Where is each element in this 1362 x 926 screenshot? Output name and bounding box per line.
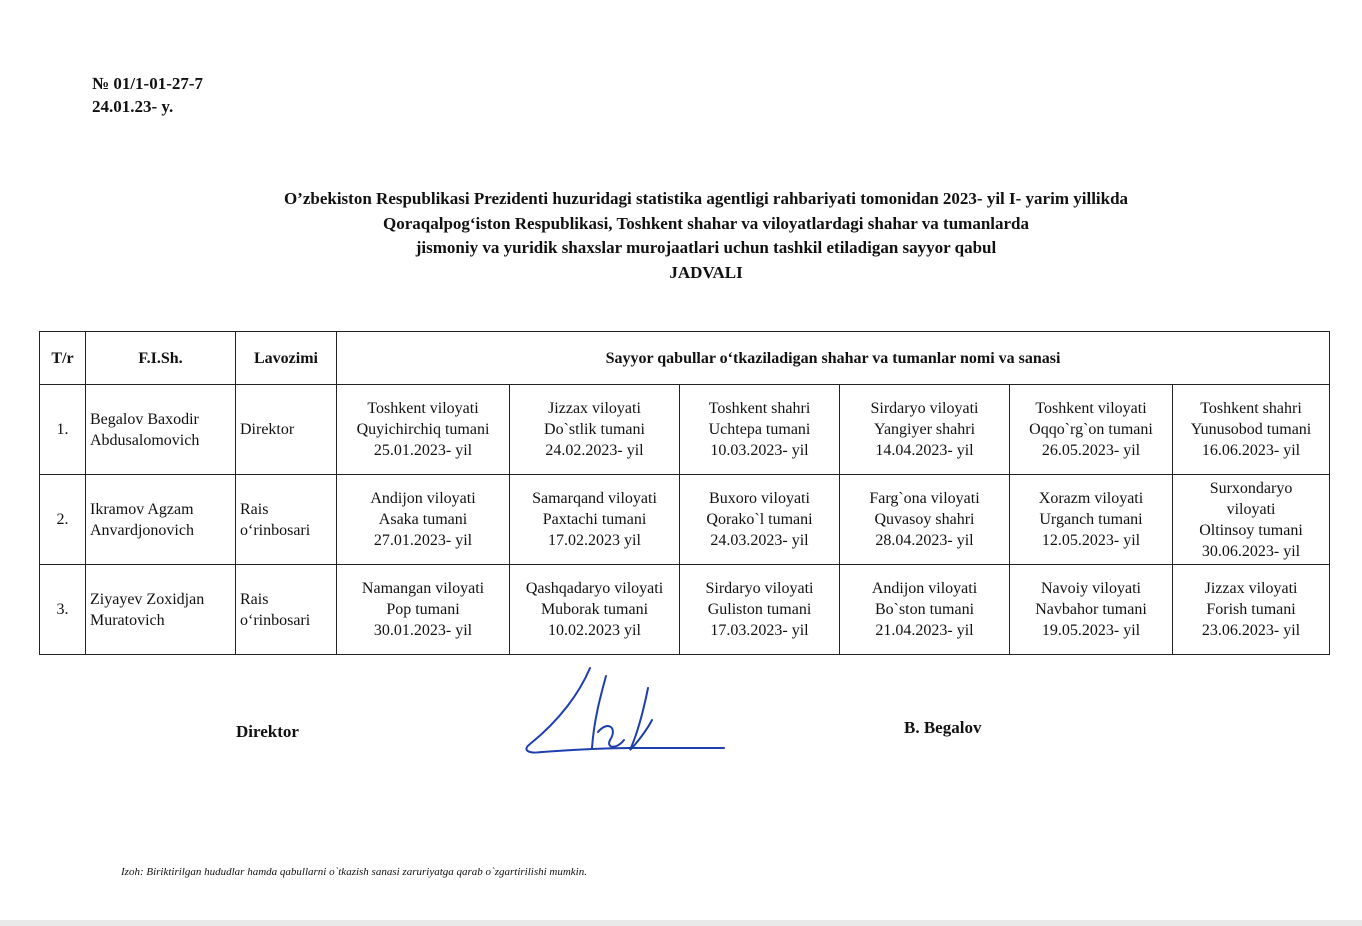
visit-cell bbox=[1010, 475, 1173, 565]
title-line-3: jismoniy va yuridik shaxslar murojaatlari uchun tashkil etiladigan sayyor qabul bbox=[415, 238, 997, 257]
visit-line: Bo`ston tumani bbox=[874, 601, 975, 618]
visit-line: Xorazm viloyati bbox=[1038, 490, 1144, 507]
person-position bbox=[236, 565, 337, 655]
visit-line: Toshkent viloyati bbox=[1035, 400, 1147, 417]
visit-cell bbox=[337, 385, 510, 475]
visit-line: 10.03.2023- yil bbox=[710, 442, 809, 459]
visit-line: Asaka tumani bbox=[378, 511, 468, 528]
row-number: 3. bbox=[40, 565, 86, 655]
visit-line: Andijon viloyati bbox=[370, 490, 476, 507]
visit-line: 24.02.2023- yil bbox=[545, 442, 644, 459]
table-row bbox=[40, 475, 1330, 565]
visit-cell bbox=[680, 565, 840, 655]
visit-cell bbox=[840, 475, 1010, 565]
visit-cell bbox=[1010, 565, 1173, 655]
title-line-1: O’zbekiston Respublikasi Prezidenti huzuridagi statistika agentligi rahbariyati tomonidan 2023- yil I- yarim yillikda bbox=[283, 189, 1129, 208]
row-number: 1. bbox=[40, 385, 86, 475]
scan-edge bbox=[0, 920, 1362, 926]
visit-line: 30.01.2023- yil bbox=[373, 622, 473, 639]
visit-line: 17.02.2023 yil bbox=[548, 532, 641, 549]
title-line-4: JADVALI bbox=[669, 262, 743, 282]
visit-line: 17.03.2023- yil bbox=[710, 622, 809, 639]
header-full-name: F.I.Sh. bbox=[86, 332, 236, 385]
person-position bbox=[236, 385, 337, 475]
visit-line: Yangiyer shahri bbox=[873, 421, 976, 438]
visit-line: Andijon viloyati bbox=[871, 580, 978, 597]
visit-cell bbox=[1173, 565, 1330, 655]
visit-line: Buxoro viloyati bbox=[709, 490, 810, 507]
visit-line: 12.05.2023- yil bbox=[1041, 532, 1141, 549]
person-name-line: Abdusalomovich bbox=[90, 431, 200, 449]
visit-line: 16.06.2023- yil bbox=[1201, 442, 1301, 459]
person-name-line: Ikramov Agzam bbox=[90, 500, 194, 518]
document-title bbox=[0, 187, 1362, 285]
table-header-row bbox=[40, 332, 1330, 385]
person-name-line: Muratovich bbox=[90, 611, 165, 629]
signatory-name: B. Begalov bbox=[904, 718, 982, 737]
visit-cell bbox=[840, 565, 1010, 655]
visit-line: Sirdaryo viloyati bbox=[870, 400, 979, 417]
visit-cell bbox=[337, 565, 510, 655]
visit-line: Urganch tumani bbox=[1039, 511, 1143, 528]
visit-line: Yunusobod tumani bbox=[1190, 421, 1312, 438]
visit-line: Navbahor tumani bbox=[1035, 601, 1147, 618]
person-name-line: Ziyayev Zoxidjan bbox=[90, 590, 205, 608]
visit-line: Guliston tumani bbox=[707, 601, 812, 618]
visit-cell bbox=[510, 475, 680, 565]
schedule-body bbox=[40, 385, 1330, 655]
visit-line: Farg`ona viloyati bbox=[869, 490, 980, 507]
document-date: 24.01.23- y. bbox=[92, 97, 174, 116]
handwritten-signature bbox=[520, 662, 730, 762]
header-position: Lavozimi bbox=[236, 332, 337, 385]
visit-line: Paxtachi tumani bbox=[542, 511, 647, 528]
visit-line: Pop tumani bbox=[386, 601, 460, 618]
position-line: Rais bbox=[240, 500, 269, 518]
visit-line: Muborak tumani bbox=[540, 601, 649, 618]
visit-cell bbox=[840, 385, 1010, 475]
person-name bbox=[86, 385, 236, 475]
visit-line: Uchtepa tumani bbox=[708, 421, 811, 438]
visit-line: Toshkent viloyati bbox=[367, 400, 479, 417]
footnote: Izoh: Biriktirilgan hududlar hamda qabullarni o`tkazish sanasi zaruriyatga qarab o`zgartirilishi mumkin. bbox=[121, 866, 587, 878]
visit-line: Forish tumani bbox=[1206, 601, 1296, 618]
visit-line: Surxondaryo bbox=[1209, 479, 1293, 497]
visit-line: 26.05.2023- yil bbox=[1041, 442, 1141, 459]
visit-line: 10.02.2023 yil bbox=[548, 622, 641, 639]
visit-line: Namangan viloyati bbox=[361, 580, 485, 597]
position-line: o‘rinbosari bbox=[240, 521, 311, 539]
visit-line: Quvasoy shahri bbox=[874, 511, 975, 528]
position-line: Rais bbox=[240, 590, 269, 608]
visit-line: Qorako`l tumani bbox=[706, 511, 813, 528]
person-name bbox=[86, 565, 236, 655]
visit-cell bbox=[680, 475, 840, 565]
header-number: T/r bbox=[40, 332, 86, 385]
person-name-line: Begalov Baxodir bbox=[90, 410, 199, 428]
visit-line: Oltinsoy tumani bbox=[1199, 521, 1303, 539]
visit-line: viloyati bbox=[1226, 500, 1276, 518]
visit-line: Samarqand viloyati bbox=[532, 490, 657, 507]
visit-cell bbox=[680, 385, 840, 475]
person-position bbox=[236, 475, 337, 565]
visit-line: Quyichirchiq tumani bbox=[356, 421, 490, 438]
visit-cell bbox=[1173, 475, 1330, 565]
visit-line: 19.05.2023- yil bbox=[1041, 622, 1141, 639]
schedule-table bbox=[39, 331, 1330, 655]
visit-cell bbox=[510, 565, 680, 655]
visit-line: Navoiy viloyati bbox=[1041, 580, 1141, 597]
visit-line: Oqqo`rg`on tumani bbox=[1029, 421, 1153, 438]
visit-line: Toshkent shahri bbox=[1200, 400, 1302, 417]
document-reference bbox=[92, 72, 203, 118]
visit-cell bbox=[1173, 385, 1330, 475]
visit-line: 14.04.2023- yil bbox=[875, 442, 974, 459]
document-number: № 01/1-01-27-7 bbox=[92, 74, 204, 93]
table-row bbox=[40, 385, 1330, 475]
signatory-title: Direktor bbox=[236, 722, 299, 741]
person-name-line: Anvardjonovich bbox=[90, 521, 194, 539]
table-row bbox=[40, 565, 1330, 655]
visit-line: Do`stlik tumani bbox=[544, 421, 645, 438]
header-visits: Sayyor qabullar o‘tkaziladigan shahar va tumanlar nomi va sanasi bbox=[337, 332, 1330, 385]
visit-cell bbox=[510, 385, 680, 475]
visit-line: Jizzax viloyati bbox=[1204, 580, 1298, 597]
visit-line: 27.01.2023- yil bbox=[373, 532, 473, 549]
visit-line: Qashqadaryo viloyati bbox=[525, 580, 664, 597]
visit-line: 23.06.2023- yil bbox=[1201, 622, 1301, 639]
position-line: o‘rinbosari bbox=[240, 611, 311, 629]
visit-line: Jizzax viloyati bbox=[548, 400, 641, 417]
person-name bbox=[86, 475, 236, 565]
visit-line: 24.03.2023- yil bbox=[710, 532, 809, 549]
row-number: 2. bbox=[40, 475, 86, 565]
title-line-2: Qoraqalpog‘iston Respublikasi, Toshkent shahar va viloyatlardagi shahar va tumanlarda bbox=[383, 213, 1029, 233]
visit-cell bbox=[1010, 385, 1173, 475]
visit-cell bbox=[337, 475, 510, 565]
visit-line: 25.01.2023- yil bbox=[373, 442, 473, 459]
position-line: Direktor bbox=[240, 421, 295, 438]
visit-line: 28.04.2023- yil bbox=[875, 532, 974, 549]
visit-line: 30.06.2023- yil bbox=[1201, 542, 1301, 560]
visit-line: Sirdaryo viloyati bbox=[705, 580, 814, 597]
visit-line: 21.04.2023- yil bbox=[875, 622, 974, 639]
visit-line: Toshkent shahri bbox=[708, 400, 811, 417]
